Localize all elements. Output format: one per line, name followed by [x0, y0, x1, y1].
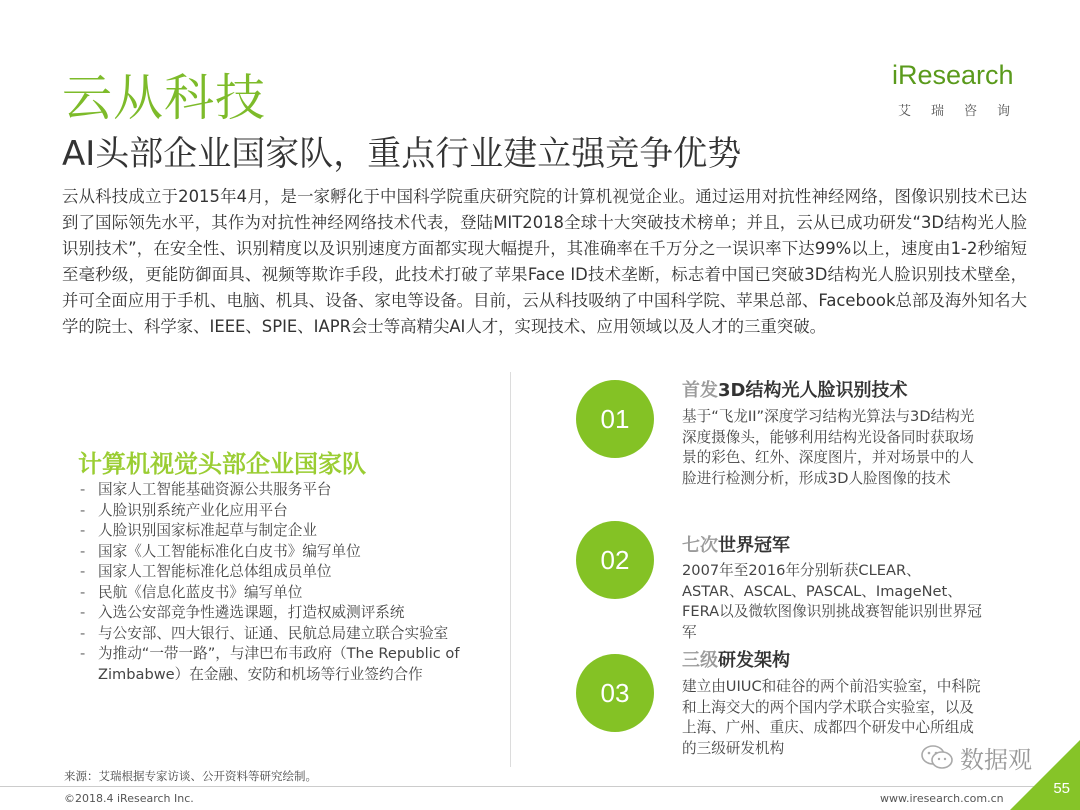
wechat-account-name: 数据观: [960, 746, 1032, 774]
list-item: - 民航《信息化蓝皮书》编写单位: [78, 583, 498, 604]
list-item: - 为推动“一带一路”，与津巴布韦政府（The Republic of Zimbabwe）在金融、安防和机场等行业签约合作: [78, 644, 498, 685]
website-url: www.iresearch.com.cn: [880, 792, 1004, 805]
item-title-rest: 3D结构光人脸识别技术: [718, 380, 908, 401]
footer-divider: [0, 786, 1080, 787]
item-title-rest: 世界冠军: [718, 535, 790, 556]
list-item: - 国家《人工智能标准化白皮书》编写单位: [78, 542, 498, 563]
iresearch-logo: [892, 56, 1032, 126]
item-desc-03: 建立由UIUC和硅谷的两个前沿实验室，中科院和上海交大的两个国内学术联合实验室，以及上海、广州、重庆、成都四个研发中心所组成的三级研发机构: [682, 678, 981, 757]
logo-text: iResearch: [892, 60, 1014, 90]
item-title-02: [682, 531, 790, 557]
page-title: 云从科技: [62, 69, 266, 127]
number-circle-02: 02: [576, 521, 654, 599]
item-title-prefix: 七次: [682, 535, 718, 556]
page-subtitle: AI头部企业国家队，重点行业建立强竞争优势: [62, 134, 742, 174]
logo-subtext: 艾瑞咨询: [898, 104, 1031, 119]
intro-paragraph: 云从科技成立于2015年4月，是一家孵化于中国科学院重庆研究院的计算机视觉企业。通过运用对抗性神经网络，图像识别技术已达到了国际领先水平，其作为对抗性神经网络技术代表，登陆MIT2018全球十大突破技术榜单；并且，云从已成功研发“3D结构光人脸识别技术”，在安全性、识别精度以及识别速度方面都实现大幅提升，其准确率在千万分之一误识率下达99%以上，速度由1-2秒缩短至毫秒级，更能防御面具、视频等欺诈手段，此技术打破了苹果Face ID技术垄断，标志着中国已突破3D结构光人脸识别技术壁垒，并可全面应用于手机、电脑、机具、设备、家电等设备。目前，云从科技吸纳了中国科学院、苹果总部、Facebook总部及海外知名大学的院士、科学家、IEEE、SPIE、IAPR会士等高精尖AI人才，实现技术、应用领域以及人才的三重突破。: [62, 187, 1027, 336]
list-item: - 人脸识别系统产业化应用平台: [78, 501, 498, 522]
source-note: 来源：艾瑞根据专家访谈、公开资料等研究绘制。: [64, 769, 317, 783]
list-item: - 与公安部、四大银行、证通、民航总局建立联合实验室: [78, 624, 498, 645]
list-item: - 人脸识别国家标准起草与制定企业: [78, 521, 498, 542]
copyright: ©2018.4 iResearch Inc.: [64, 792, 194, 805]
item-title-01: [682, 376, 907, 402]
wechat-icon: [920, 744, 954, 770]
item-title-prefix: 三级: [682, 650, 718, 671]
page-number: 55: [1053, 780, 1070, 797]
honor-list: [78, 480, 498, 685]
list-item: - 国家人工智能标准化总体组成员单位: [78, 562, 498, 583]
number-circle-03: 03: [576, 654, 654, 732]
page-corner-triangle: [1010, 740, 1080, 810]
item-desc-01: 基于“飞龙II”深度学习结构光算法与3D结构光深度摄像头，能够利用结构光设备同时获取场景的彩色、红外、深度图片，并对场景中的人脸进行检测分析，形成3D人脸图像的技术: [682, 408, 975, 487]
vertical-divider: [510, 372, 511, 767]
list-item: - 国家人工智能基础资源公共服务平台: [78, 480, 498, 501]
number-circle-01: 01: [576, 380, 654, 458]
item-desc-02: 2007年至2016年分别斩获CLEAR、ASTAR、ASCAL、PASCAL、ImageNet、FERA以及微软图像识别挑战赛智能识别世界冠军: [682, 562, 982, 641]
left-heading: 计算机视觉头部企业国家队: [78, 450, 366, 478]
item-title-03: [682, 646, 790, 672]
list-item: - 入选公安部竞争性遴选课题，打造权威测评系统: [78, 603, 498, 624]
item-title-prefix: 首发: [682, 380, 718, 401]
item-title-rest: 研发架构: [718, 650, 790, 671]
